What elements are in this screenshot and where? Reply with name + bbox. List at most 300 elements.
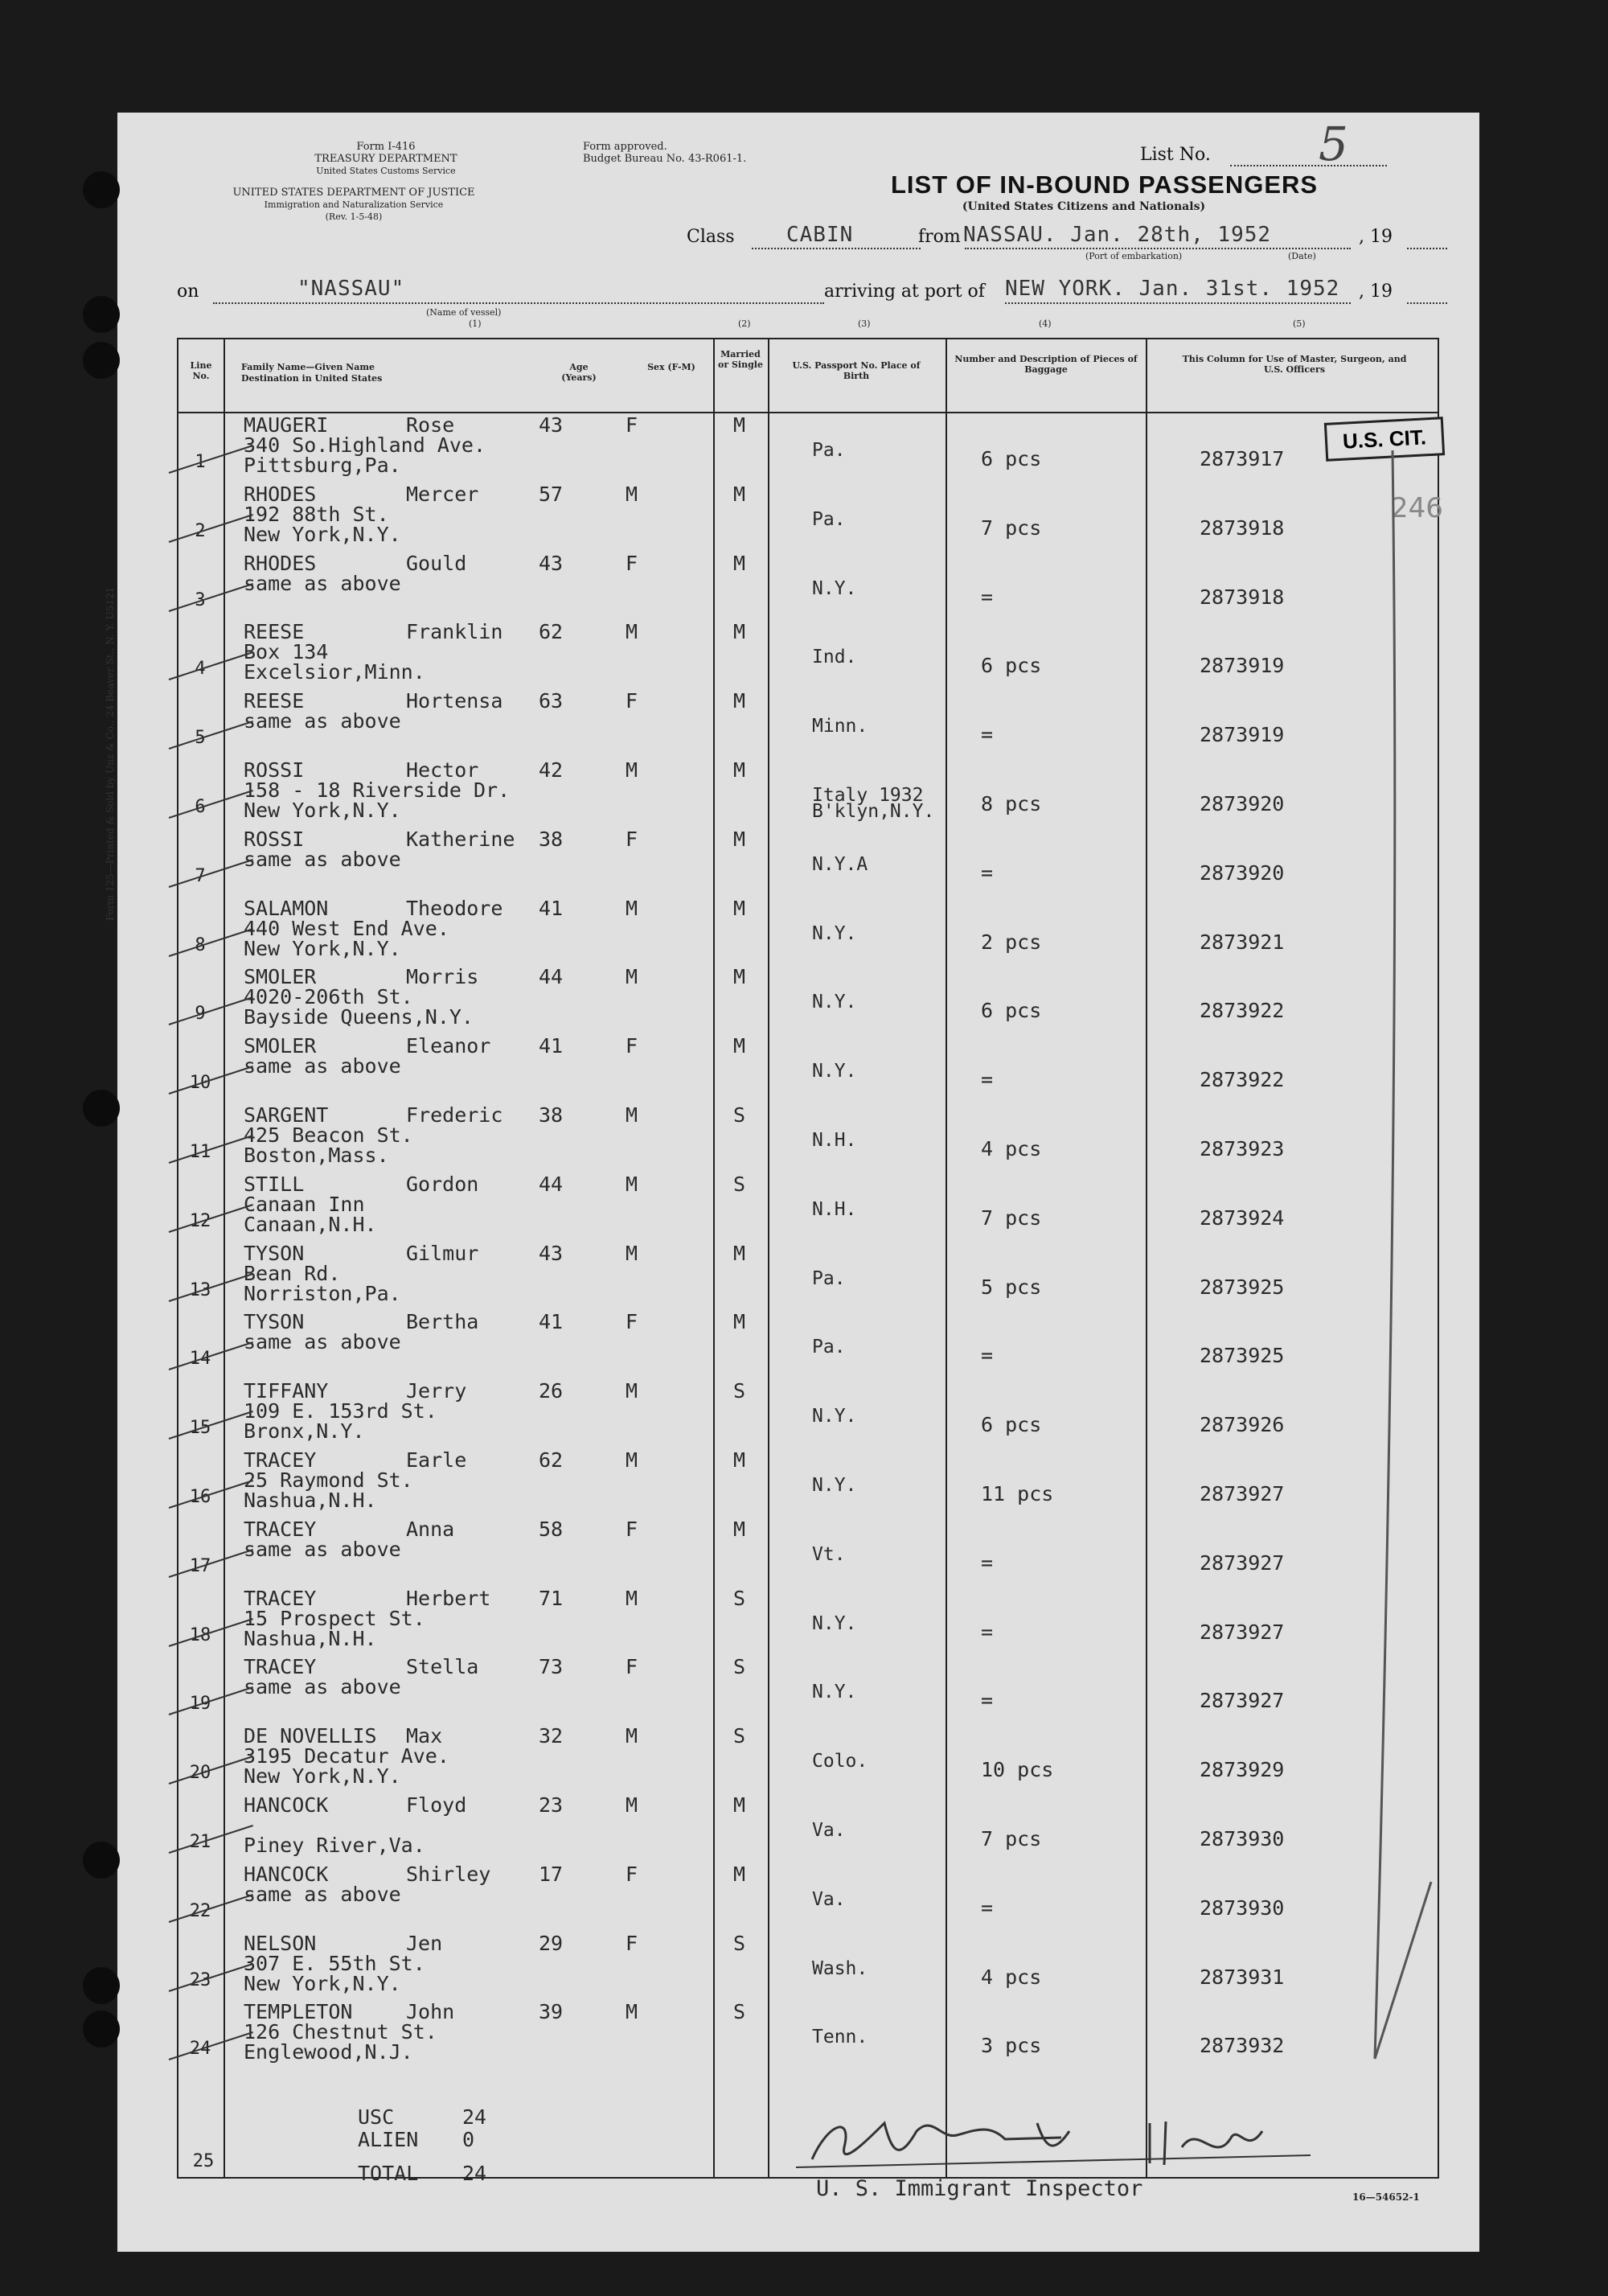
sex: M	[626, 2000, 638, 2024]
baggage: 7 pcs	[981, 1206, 1042, 1230]
footer-code: 16—54652-1	[1352, 2191, 1420, 2203]
baggage: 6 pcs	[981, 654, 1042, 678]
line-number: 18	[189, 1624, 211, 1645]
table-row	[177, 1723, 1436, 1791]
col-passport: U.S. Passport No. Place of Birth	[792, 360, 921, 381]
address-line-1: 126 Chestnut St.	[244, 2020, 437, 2044]
family-name: REESE	[244, 689, 305, 713]
family-name: DE NOVELLIS	[244, 1724, 377, 1748]
baggage: 4 pcs	[981, 1965, 1042, 1989]
sex: M	[626, 1103, 638, 1127]
sex: M	[626, 896, 638, 920]
age: 23	[539, 1793, 564, 1817]
line-number: 24	[189, 2039, 211, 2060]
address-line-2: Piney River,Va.	[244, 1834, 425, 1857]
place-of-birth: N.Y.	[812, 1475, 857, 1496]
table-row	[177, 895, 1436, 963]
marital-status: S	[733, 1655, 746, 1679]
marital-status: M	[733, 1862, 746, 1886]
col-destination: Destination in United States	[241, 373, 383, 384]
punch-hole	[83, 171, 120, 208]
table-row	[177, 618, 1436, 687]
marital-status: M	[733, 1310, 746, 1334]
marital-status: S	[733, 1103, 746, 1127]
total-label: TOTAL	[358, 2162, 419, 2185]
age: 62	[539, 620, 564, 644]
punch-hole	[83, 1967, 120, 2004]
certificate-number: 2873918	[1200, 585, 1285, 609]
age: 44	[539, 965, 564, 989]
line-number: 16	[189, 1487, 211, 1507]
table-row	[177, 826, 1436, 894]
date-caption: (Date)	[1288, 251, 1316, 261]
address-line-2: Nashua,N.H.	[244, 1626, 377, 1650]
family-name: TRACEY	[244, 1655, 317, 1679]
address-line-1: same as above	[244, 1882, 401, 1906]
list-no-label: List No.	[1140, 145, 1211, 165]
table-row	[177, 481, 1436, 549]
baggage: 7 pcs	[981, 515, 1042, 540]
family-name: REESE	[244, 620, 305, 644]
col-age: Age (Years)	[561, 362, 597, 383]
given-name: Stella	[406, 1655, 479, 1679]
from-line	[965, 248, 1351, 249]
address-line-2: New York,N.Y.	[244, 1971, 401, 1995]
address-line-2: Nashua,N.H.	[244, 1489, 377, 1512]
address-line-2: New York,N.Y.	[244, 522, 401, 546]
given-name: Floyd	[406, 1793, 467, 1817]
age: 26	[539, 1379, 564, 1403]
given-name: Rose	[406, 413, 455, 437]
address-line-2: New York,N.Y.	[244, 799, 401, 822]
family-name: TRACEY	[244, 1586, 317, 1610]
usc-label: USC	[358, 2105, 395, 2129]
line-number: 21	[189, 1832, 211, 1852]
class-value: CABIN	[786, 223, 854, 247]
table-row	[177, 1378, 1436, 1446]
address-line-1: 3195 Decatur Ave.	[244, 1744, 449, 1768]
line-number: 20	[189, 1763, 211, 1784]
certificate-number: 2873919	[1200, 723, 1285, 747]
table-row	[177, 1240, 1436, 1308]
address-line-2: Bayside Queens,N.Y.	[244, 1005, 474, 1029]
col-num-3: (3)	[858, 318, 871, 329]
sex: M	[626, 1586, 638, 1610]
sex: M	[626, 1172, 638, 1196]
baggage: =	[981, 1551, 994, 1575]
sex: F	[626, 413, 638, 437]
marital-status: M	[733, 1793, 746, 1817]
address-line-1: same as above	[244, 1537, 401, 1561]
baggage: =	[981, 1344, 994, 1368]
baggage: 3 pcs	[981, 2034, 1042, 2058]
form-approved: Form approved.	[583, 141, 667, 153]
baggage: =	[981, 1896, 994, 1920]
line-number: 22	[189, 1900, 211, 1921]
address-line-1: 425 Beacon St.	[244, 1123, 413, 1147]
address-line-1: 109 E. 153rd St.	[244, 1399, 437, 1423]
place-of-birth: N.Y.	[812, 577, 857, 599]
place-of-birth: Tenn.	[812, 2027, 868, 2048]
sex: F	[626, 1931, 638, 1955]
address-line-2: Pittsburg,Pa.	[244, 454, 401, 477]
rev: (Rev. 1-5-48)	[325, 212, 383, 222]
place-of-birth: Pa.	[812, 508, 846, 530]
sex: F	[626, 1310, 638, 1334]
given-name: Morris	[406, 965, 479, 989]
age: 17	[539, 1862, 564, 1886]
baggage: =	[981, 723, 994, 747]
certificate-number: 2873927	[1200, 1551, 1285, 1575]
marital-status: M	[733, 758, 746, 782]
place-of-birth: N.Y.	[812, 992, 857, 1013]
certificate-number: 2873929	[1200, 1758, 1285, 1782]
place-of-birth: N.H.	[812, 1198, 857, 1220]
address-line-1: 340 So.Highland Ave.	[244, 433, 486, 457]
address-line-2: Englewood,N.J.	[244, 2040, 413, 2064]
place-of-birth: Va.	[812, 1820, 846, 1841]
justice-dept: UNITED STATES DEPARTMENT OF JUSTICE	[232, 187, 475, 199]
age: 43	[539, 1241, 564, 1265]
family-name: ROSSI	[244, 758, 305, 782]
sex: F	[626, 551, 638, 575]
col-num-4: (4)	[1039, 318, 1052, 329]
place-of-birth: Minn.	[812, 716, 868, 737]
pencil-mark	[1343, 450, 1439, 2123]
address-line-2: Canaan,N.H.	[244, 1212, 377, 1236]
sex: M	[626, 758, 638, 782]
family-name: RHODES	[244, 482, 317, 506]
address-line-1: 307 E. 55th St.	[244, 1951, 425, 1975]
address-line-1: 15 Prospect St.	[244, 1606, 425, 1630]
baggage: 6 pcs	[981, 999, 1042, 1023]
baggage: 8 pcs	[981, 792, 1042, 815]
age: 71	[539, 1586, 564, 1610]
given-name: Eleanor	[406, 1034, 491, 1058]
family-name: STILL	[244, 1172, 305, 1196]
age: 43	[539, 551, 564, 575]
place-of-birth: Pa.	[812, 1337, 846, 1358]
table-row	[177, 1998, 1436, 2067]
certificate-number: 2873931	[1200, 1965, 1285, 1989]
certificate-number: 2873919	[1200, 654, 1285, 678]
table-row	[177, 1792, 1436, 1860]
family-name: TIFFANY	[244, 1379, 329, 1403]
line-number: 9	[195, 1004, 206, 1025]
baggage: =	[981, 585, 994, 609]
line-number: 15	[189, 1418, 211, 1439]
col-num-5: (5)	[1293, 318, 1306, 329]
place-of-birth: N.Y.	[812, 1682, 857, 1703]
address-line-2: Boston,Mass.	[244, 1144, 389, 1167]
port-of-embarkation-caption: (Port of embarkation)	[1085, 251, 1183, 261]
certificate-number: 2873920	[1200, 860, 1285, 885]
place-of-birth: N.Y.	[812, 1061, 857, 1082]
address-line-1: Bean Rd.	[244, 1261, 341, 1285]
marital-status: M	[733, 827, 746, 851]
place-of-birth: Pa.	[812, 440, 846, 461]
vessel-name: "NASSAU"	[297, 277, 405, 301]
baggage: 10 pcs	[981, 1758, 1054, 1782]
year-suffix: , 19	[1359, 227, 1393, 247]
list-no-value: 5	[1319, 117, 1348, 171]
family-name: SMOLER	[244, 1034, 317, 1058]
place-of-birth: Colo.	[812, 1751, 868, 1772]
marital-status: M	[733, 413, 746, 437]
address-line-1: Canaan Inn	[244, 1192, 365, 1216]
sex: F	[626, 1655, 638, 1679]
baggage: 6 pcs	[981, 447, 1042, 470]
line-number: 25	[192, 2151, 215, 2171]
table-row	[177, 757, 1436, 825]
marital-status: M	[733, 965, 746, 989]
list-no-line	[1230, 165, 1387, 166]
family-name: TYSON	[244, 1310, 305, 1334]
age: 29	[539, 1931, 564, 1955]
year-line	[1407, 248, 1447, 249]
age: 32	[539, 1724, 564, 1748]
certificate-number: 2873920	[1200, 792, 1285, 815]
alien-value: 0	[462, 2128, 475, 2151]
table-row	[177, 550, 1436, 618]
line-number: 8	[195, 934, 206, 955]
table-row	[177, 1308, 1436, 1377]
baggage: 7 pcs	[981, 1827, 1042, 1850]
age: 63	[539, 689, 564, 713]
address-line-1: same as above	[244, 709, 401, 733]
place-of-birth: Vt.	[812, 1543, 846, 1565]
place-of-birth: Italy 1932 B'klyn,N.Y.	[812, 785, 935, 822]
address-line-1: 25 Raymond St.	[244, 1468, 413, 1492]
sex: M	[626, 1379, 638, 1403]
address-line-2: New York,N.Y.	[244, 1764, 401, 1789]
place-of-birth: N.Y.	[812, 1612, 857, 1634]
family-name: RHODES	[244, 551, 317, 575]
marital-status: M	[733, 1241, 746, 1265]
given-name: Earle	[406, 1448, 467, 1472]
age: 41	[539, 896, 564, 920]
baggage: 4 pcs	[981, 1137, 1042, 1160]
sex: F	[626, 827, 638, 851]
marital-status: M	[733, 1517, 746, 1541]
punch-hole	[83, 1842, 120, 1879]
treasury-dept: TREASURY DEPARTMENT	[314, 153, 457, 165]
baggage: =	[981, 1068, 994, 1092]
line-number: 17	[189, 1555, 211, 1576]
place-of-birth: Va.	[812, 1888, 846, 1910]
line-number: 11	[189, 1142, 211, 1162]
sex: M	[626, 1724, 638, 1748]
given-name: Gilmur	[406, 1241, 479, 1265]
marital-status: M	[733, 896, 746, 920]
place-of-birth: N.Y.	[812, 922, 857, 944]
budget-bureau: Budget Bureau No. 43-R061-1.	[583, 153, 747, 165]
marital-status: M	[733, 551, 746, 575]
col-num-2: (2)	[738, 318, 751, 329]
given-name: Anna	[406, 1517, 455, 1541]
certificate-number: 2873917	[1200, 447, 1285, 470]
sex: F	[626, 1517, 638, 1541]
page-title: LIST OF IN-BOUND PASSENGERS	[891, 170, 1319, 199]
ins: Immigration and Naturalization Service	[264, 199, 444, 210]
baggage: =	[981, 1620, 994, 1644]
given-name: Mercer	[406, 482, 479, 506]
line-number: 2	[195, 520, 206, 541]
margin-number: 246	[1391, 492, 1443, 524]
given-name: Hortensa	[406, 689, 503, 713]
line-number: 6	[195, 797, 206, 817]
table-row	[177, 412, 1436, 480]
vessel-line	[213, 302, 824, 304]
total-value: 24	[462, 2162, 487, 2185]
age: 73	[539, 1655, 564, 1679]
address-line-1: same as above	[244, 1054, 401, 1078]
table-row	[177, 1447, 1436, 1515]
place-of-birth: N.Y.	[812, 1406, 857, 1427]
given-name: Max	[406, 1724, 443, 1748]
year-line	[1407, 302, 1447, 304]
from-label: from	[918, 227, 961, 247]
place-of-birth: Ind.	[812, 647, 857, 668]
address-line-1: 4020-206th St.	[244, 985, 413, 1009]
given-name: Herbert	[406, 1586, 491, 1610]
certificate-number: 2873922	[1200, 999, 1285, 1023]
table-row	[177, 1033, 1436, 1101]
alien-label: ALIEN	[358, 2128, 419, 2151]
baggage: 11 pcs	[981, 1482, 1054, 1505]
sex: F	[626, 1862, 638, 1886]
address-line-2: Norriston,Pa.	[244, 1281, 401, 1305]
sex: M	[626, 482, 638, 506]
certificate-number: 2873925	[1200, 1275, 1285, 1299]
marital-status: S	[733, 1172, 746, 1196]
baggage: 5 pcs	[981, 1275, 1042, 1299]
customs-service: United States Customs Service	[316, 166, 456, 176]
age: 41	[539, 1034, 564, 1058]
certificate-number: 2873925	[1200, 1344, 1285, 1368]
marital-status: M	[733, 689, 746, 713]
address-line-1: 192 88th St.	[244, 502, 389, 526]
place-of-birth: Pa.	[812, 1267, 846, 1289]
table-row	[177, 1516, 1436, 1584]
family-name: ROSSI	[244, 827, 305, 851]
baggage: 6 pcs	[981, 1413, 1042, 1437]
sex: F	[626, 1034, 638, 1058]
family-name: HANCOCK	[244, 1862, 329, 1886]
given-name: Franklin	[406, 620, 503, 644]
table-row	[177, 1102, 1436, 1170]
marital-status: M	[733, 482, 746, 506]
address-line-1: Box 134	[244, 640, 329, 664]
given-name: Gould	[406, 551, 467, 575]
col-sex: Sex (F-M)	[647, 362, 695, 372]
line-number: 13	[189, 1279, 211, 1300]
line-number: 5	[195, 728, 206, 749]
page-subtitle: (United States Citizens and Nationals)	[962, 200, 1206, 213]
given-name: Shirley	[406, 1862, 491, 1886]
vessel-caption: (Name of vessel)	[426, 307, 502, 318]
address-line-1: same as above	[244, 847, 401, 871]
punch-hole	[83, 296, 120, 333]
age: 58	[539, 1517, 564, 1541]
family-name: SARGENT	[244, 1103, 329, 1127]
arriving-label: arriving at port of	[824, 281, 985, 302]
address-line-1: 158 - 18 Riverside Dr.	[244, 778, 511, 802]
age: 38	[539, 827, 564, 851]
given-name: Frederic	[406, 1103, 503, 1127]
printer-credit: Form 125—Printed & Sold by Unz & Co., 24 Beaver St., N. Y. U5121	[105, 586, 116, 921]
table-row	[177, 1585, 1436, 1653]
table-row	[177, 1653, 1436, 1722]
line-number: 14	[189, 1349, 211, 1370]
age: 44	[539, 1172, 564, 1196]
class-label: Class	[687, 227, 735, 247]
col-num-1: (1)	[469, 318, 482, 329]
line-number: 23	[189, 1969, 211, 1990]
place-of-birth: Wash.	[812, 1957, 868, 1979]
marital-status: S	[733, 1724, 746, 1748]
col-officers: This Column for Use of Master, Surgeon, and U.S. Officers	[1182, 354, 1407, 375]
table-row	[177, 1171, 1436, 1239]
address-line-2: New York,N.Y.	[244, 936, 401, 960]
sex: F	[626, 689, 638, 713]
us-citizen-stamp: U.S. CIT.	[1324, 417, 1445, 462]
certificate-number: 2873923	[1200, 1137, 1285, 1160]
certificate-number: 2873924	[1200, 1206, 1285, 1230]
given-name: Theodore	[406, 896, 503, 920]
col-married: Married or Single	[718, 349, 763, 370]
family-name: TRACEY	[244, 1448, 317, 1472]
baggage: =	[981, 860, 994, 885]
marital-status: S	[733, 2000, 746, 2024]
family-name: MAUGERI	[244, 413, 329, 437]
given-name: Jerry	[406, 1379, 467, 1403]
line-number: 19	[189, 1694, 211, 1715]
certificate-number: 2873926	[1200, 1413, 1285, 1437]
family-name: SALAMON	[244, 896, 329, 920]
age: 41	[539, 1310, 564, 1334]
family-name: TEMPLETON	[244, 2000, 353, 2024]
marital-status: S	[733, 1379, 746, 1403]
line-number: 7	[195, 865, 206, 886]
given-name: Gordon	[406, 1172, 479, 1196]
table-row	[177, 1861, 1436, 1929]
arriving-value: NEW YORK. Jan. 31st. 1952	[1005, 277, 1340, 301]
age: 39	[539, 2000, 564, 2024]
arriving-line	[1005, 302, 1351, 304]
certificate-number: 2873927	[1200, 1620, 1285, 1644]
sex: M	[626, 1793, 638, 1817]
sex: M	[626, 1241, 638, 1265]
family-name: TYSON	[244, 1241, 305, 1265]
given-name: Bertha	[406, 1310, 479, 1334]
place-of-birth: N.Y.A	[812, 853, 868, 875]
year-suffix: , 19	[1359, 281, 1393, 302]
certificate-number: 2873927	[1200, 1482, 1285, 1505]
marital-status: M	[733, 620, 746, 644]
col-line-no: Line No.	[190, 360, 212, 381]
from-value: NASSAU. Jan. 28th, 1952	[963, 223, 1272, 247]
family-name: SMOLER	[244, 965, 317, 989]
sex: M	[626, 620, 638, 644]
age: 43	[539, 413, 564, 437]
line-number: 12	[189, 1210, 211, 1231]
age: 57	[539, 482, 564, 506]
inspector-signature	[796, 2091, 1343, 2187]
address-line-1: same as above	[244, 1330, 401, 1354]
family-name: HANCOCK	[244, 1793, 329, 1817]
line-number: 10	[189, 1073, 211, 1094]
